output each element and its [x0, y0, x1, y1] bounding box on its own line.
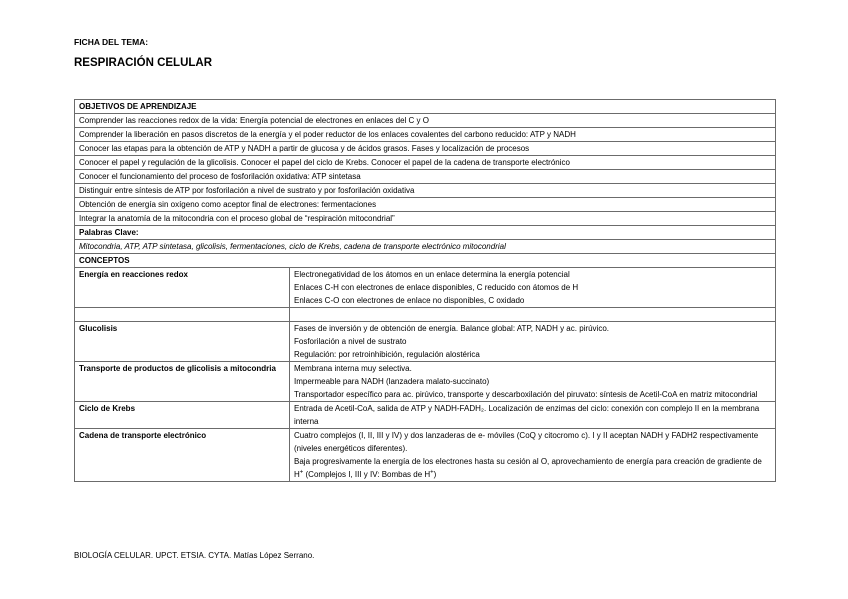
concepto-desc — [290, 322, 776, 362]
objetivo-row — [75, 170, 776, 184]
concepto-row — [75, 268, 776, 308]
concepto-line: Entrada de Acetil-CoA, salida de ATP y NADH-FADH₂. Localización de enzimas del ciclo: conexión con complejo II en la membrana interna — [294, 404, 760, 426]
objetivo-item: Conocer el papel y regulación de la glicolisis. Conocer el papel del ciclo de Krebs. Conocer el papel de la cadena de transporte electrónico — [75, 156, 776, 170]
objetivo-row — [75, 198, 776, 212]
concepto-line: Fosforilación a nivel de sustrato — [294, 337, 407, 346]
objetivo-item: Distinguir entre síntesis de ATP por fosforilación a nivel de sustrato y por fosforilación oxidativa — [75, 184, 776, 198]
objetivos-heading-row — [75, 100, 776, 114]
palabras-clave-row — [75, 240, 776, 254]
concepto-line: Enlaces C-H con electrones de enlace disponibles, C reducido con átomos de H — [294, 283, 579, 292]
concepto-name: Cadena de transporte electrónico — [75, 429, 290, 482]
objetivo-row — [75, 184, 776, 198]
superscript: + — [430, 469, 434, 476]
concepto-row — [75, 362, 776, 402]
concepto-line: Transportador específico para ac. pirúvico, transporte y descarboxilación del piruvato: síntesis de Acetil-CoA en matriz mitocondrial — [294, 390, 758, 399]
objetivo-item: Comprender la liberación en pasos discretos de la energía y el poder reductor de los enlaces covalentes del carbono reducido: ATP y NADH — [75, 128, 776, 142]
concepto-line: Fases de inversión y de obtención de energía. Balance global: ATP, NADH y ac. pirúvico. — [294, 324, 609, 333]
palabras-clave-heading-row — [75, 226, 776, 240]
concepto-name: Transporte de productos de glicolisis a mitocondria — [75, 362, 290, 402]
objetivo-item: Integrar la anatomía de la mitocondria con el proceso global de “respiración mitocondrial” — [75, 212, 776, 226]
objetivos-heading: OBJETIVOS DE APRENDIZAJE — [75, 100, 776, 114]
concepto-text: ) — [433, 470, 437, 479]
concepto-line: Cuatro complejos (I, II, III y IV) y dos lanzaderas de e- móviles (CoQ y citocromo c). I y II aceptan NADH y FADH2 respectivamente (niveles energéticos diferentes). — [294, 431, 759, 453]
objetivo-row — [75, 114, 776, 128]
ficha-table — [74, 99, 776, 482]
conceptos-heading: CONCEPTOS — [75, 254, 776, 268]
concepto-row — [75, 429, 776, 482]
palabras-clave-heading: Palabras Clave: — [75, 226, 776, 240]
concepto-line: Impermeable para NADH (lanzadera malato-succinato) — [294, 377, 490, 386]
empty-cell — [290, 308, 776, 322]
page-footer: BIOLOGÍA CELULAR. UPCT. ETSIA. CYTA. Matías López Serrano. — [74, 551, 315, 560]
objetivo-item: Comprender las reacciones redox de la vida: Energía potencial de electrones en enlaces del C y O — [75, 114, 776, 128]
concepto-text: (Complejos I, III y IV: Bombas de H — [303, 470, 431, 479]
concepto-line: Electronegatividad de los átomos en un enlace determina la energía potencial — [294, 270, 570, 279]
concepto-row — [75, 322, 776, 362]
concepto-desc — [290, 362, 776, 402]
empty-row — [75, 308, 776, 322]
empty-cell — [75, 308, 290, 322]
concepto-desc — [290, 429, 776, 482]
concepto-name: Ciclo de Krebs — [75, 402, 290, 429]
concepto-line: Regulación: por retroinhibición, regulación alostérica — [294, 350, 480, 359]
objetivo-row — [75, 156, 776, 170]
objetivo-row — [75, 142, 776, 156]
objetivo-row — [75, 128, 776, 142]
conceptos-heading-row — [75, 254, 776, 268]
concepto-name: Energía en reacciones redox — [75, 268, 290, 308]
concepto-row — [75, 402, 776, 429]
concepto-line-with-superscripts — [294, 455, 771, 481]
objetivo-item: Conocer el funcionamiento del proceso de fosforilación oxidativa: ATP sintetasa — [75, 170, 776, 184]
concepto-line: Enlaces C-O con electrones de enlace no disponibles, C oxidado — [294, 296, 525, 305]
concepto-desc — [290, 268, 776, 308]
superscript: + — [299, 469, 304, 476]
objetivo-item: Conocer las etapas para la obtención de ATP y NADH a partir de glucosa y de ácidos grasos. Fases y localización de procesos — [75, 142, 776, 156]
page-title: RESPIRACIÓN CELULAR — [74, 57, 213, 69]
concepto-name: Glucolisis — [75, 322, 290, 362]
objetivo-item: Obtención de energía sin oxígeno como aceptor final de electrones: fermentaciones — [75, 198, 776, 212]
concepto-text: Baja progresivamente la energía de los electrones hasta su cesión al O, aprovechamiento de energía para creación de gradiente de H — [294, 457, 762, 479]
concepto-line: Membrana interna muy selectiva. — [294, 364, 412, 373]
ficha-label: FICHA DEL TEMA: — [74, 37, 149, 47]
concepto-desc — [290, 402, 776, 429]
objetivo-row — [75, 212, 776, 226]
palabras-clave-text: Mitocondria, ATP, ATP sintetasa, glicolisis, fermentaciones, ciclo de Krebs, cadena de transporte electrónico mitocondrial — [75, 240, 776, 254]
